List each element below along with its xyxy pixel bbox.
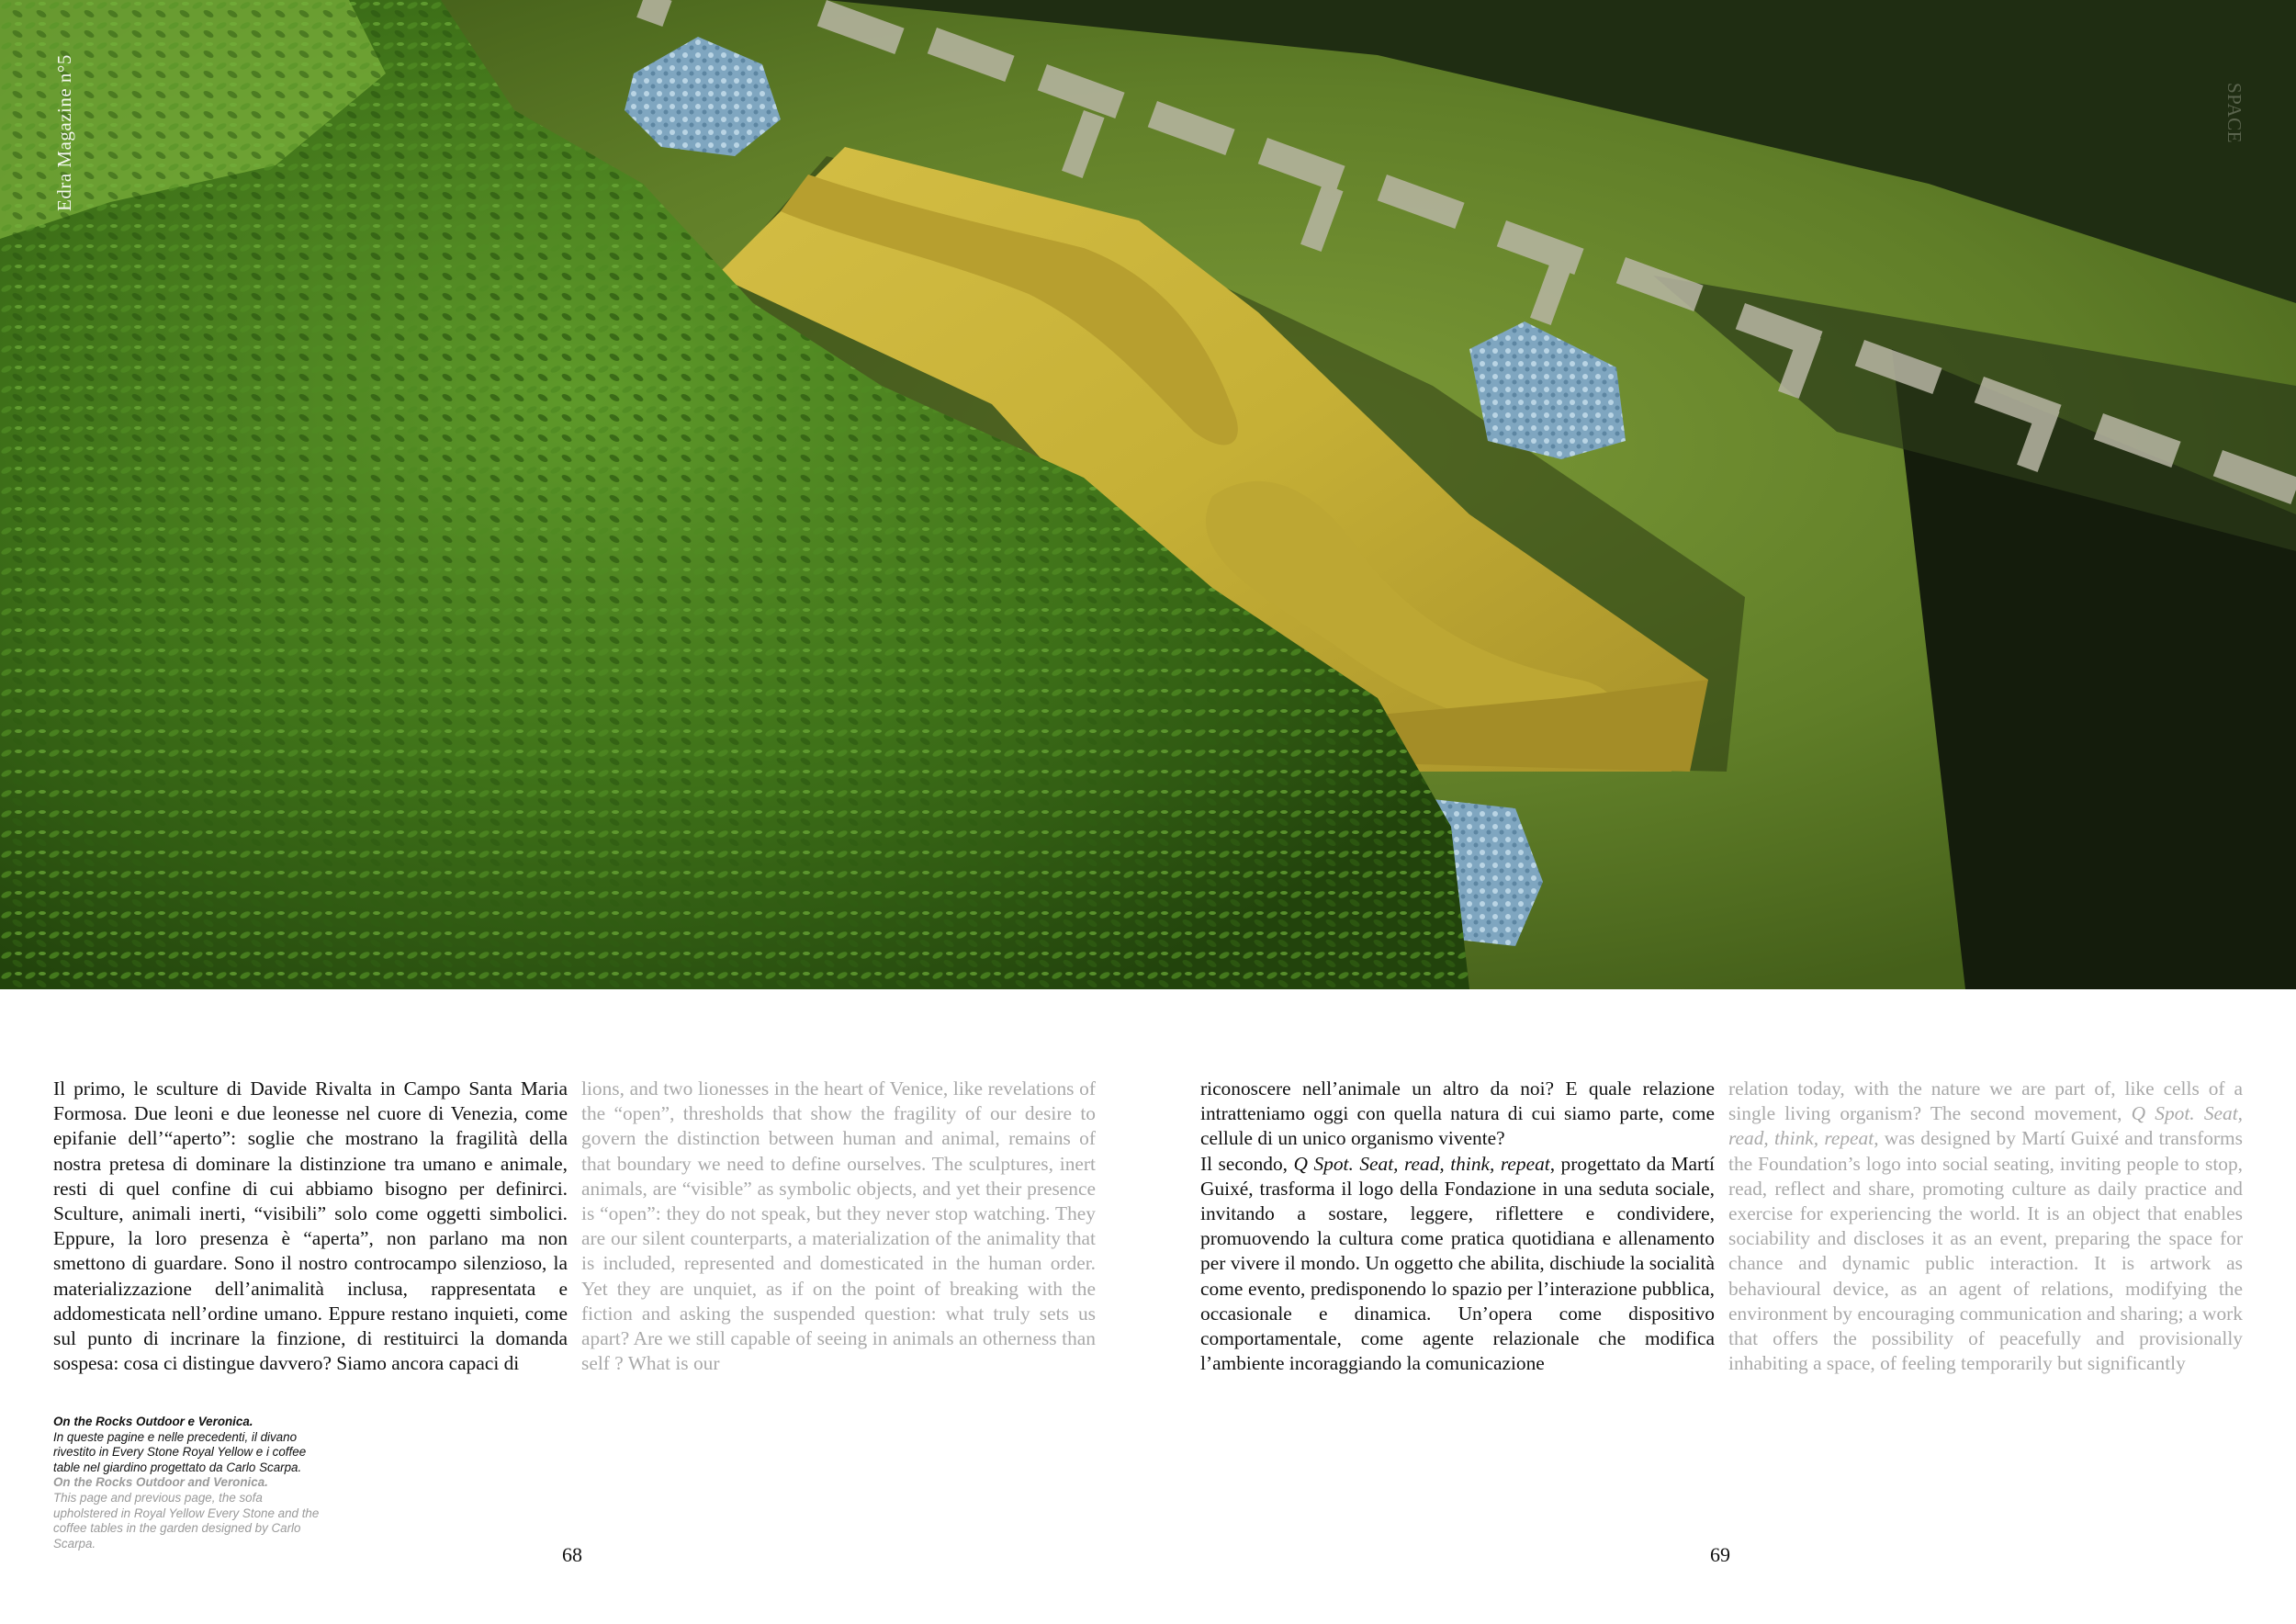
italian-text-right bbox=[1200, 1077, 1715, 1376]
caption-body-en: This page and previous page, the sofa upholstered in Royal Yellow Every Stone and the coffee tables in the garden designed by Carlo Scarpa. bbox=[53, 1490, 320, 1551]
english-text-span: relation today, with the nature we are part of, like cells of a single living organism? The second movement, bbox=[1728, 1077, 2243, 1125]
italian-text-span: , progettato da Martí Guixé, trasforma il logo della Fondazione in una seduta sociale, invitando a sostare, leggere, riflettere e condividere, promuovendo la cultura come pratica quotidiana e allenamento per vivere il mondo. Un oggetto che abilita, dischiude la socialità come evento, predisponendo lo spazio per l’interazione pubblica, occasionale e dinamica. Un’opera come dispositivo comportamentale, come agente relazionale che modifica l’ambiente incoraggiando la comunicazione bbox=[1200, 1152, 1715, 1375]
section-side-label: SPACE bbox=[2223, 83, 2245, 143]
italian-paragraph-right-1: riconoscere nell’animale un altro da noi? E quale relazione intratteniamo oggi con quella natura di cui siamo parte, come cellule di un unico organismo vivente? bbox=[1200, 1077, 1715, 1150]
italian-text-left bbox=[53, 1077, 568, 1376]
caption-body-it: In queste pagine e nelle precedenti, il divano rivestito in Every Stone Royal Yellow e i coffee table nel giardino progettato da Carlo Scarpa. bbox=[53, 1429, 307, 1474]
italian-text-span: Il secondo, bbox=[1200, 1152, 1294, 1175]
page-number-right: 69 bbox=[1710, 1543, 1730, 1566]
magazine-side-label: Edra Magazine n°5 bbox=[53, 54, 75, 211]
artwork-title-en: Q Spot. Seat, read, think, repeat bbox=[1728, 1102, 2243, 1150]
page-number-left: 68 bbox=[562, 1543, 582, 1566]
english-text-left bbox=[581, 1077, 1096, 1376]
caption-title-en: On the Rocks Outdoor and Veronica. bbox=[53, 1475, 268, 1490]
english-paragraph-right bbox=[1728, 1077, 2243, 1376]
photo-caption bbox=[53, 1415, 329, 1551]
caption-title-it: On the Rocks Outdoor e Veronica. bbox=[53, 1415, 253, 1428]
english-text-right bbox=[1728, 1077, 2243, 1376]
italian-paragraph-right-2 bbox=[1200, 1152, 1715, 1377]
english-paragraph-left: lions, and two lionesses in the heart of Venice, like revelations of the “open”, thresholds that show the fragility of our desire to govern the distinction between human and animal, remains of that boundary we need to define ourselves. The sculptures, inert animals, are “visible” as symbolic objects, and yet their presence is “open”: they do not speak, but they never stop watching. They are our silent counterparts, a materialization of the animality that is included, represented and domesticated in the human order. Yet they are unquiet, as if on the point of breaking with the fiction and asking the suspended question: what truly sets us apart? Are we still capable of seeing in animals an otherness than self ? What is our bbox=[581, 1077, 1096, 1375]
english-text-span: , was designed by Martí Guixé and transforms the Foundation’s logo into social seating, inviting people to stop, read, reflect and share, promoting culture as daily practice and exercise for experiencing the world. It is an object that enables sociability and discloses it as an event, preparing the space for chance and dynamic public interaction. It is artwork as behavioural device, as an agent of relations, modifying the environment by encouraging communication and sharing; a work that offers the possibility of peacefully and provisionally inhabiting a space, of feeling temporarily but significantly bbox=[1728, 1127, 2243, 1375]
artwork-title-it: Q Spot. Seat, read, think, repeat bbox=[1293, 1152, 1550, 1175]
italian-paragraph-left: Il primo, le sculture di Davide Rivalta in Campo Santa Maria Formosa. Due leoni e due leonesse nel cuore di Venezia, come epifanie dell’“aperto”: soglie che mostrano la fragilità della nostra pretesa di dominare la distinzione tra umano e animale, resti di quel confine di cui abbiamo bisogno per definirci. Sculture, animali inerti, “visibili” solo come oggetti simbolici. Eppure, la loro presenza è “aperta”, non parlano ma non smettono di guardare. Sono il nostro controcampo silenzioso, la materializzazione dell’animalità inclusa, rappresentata e addomesticata nell’ordine umano. Eppure restano inquieti, come sul punto di incrinare la finzione, di restituirci la domanda sospesa: cosa ci distingue davvero? Siamo ancora capaci di bbox=[53, 1077, 568, 1375]
